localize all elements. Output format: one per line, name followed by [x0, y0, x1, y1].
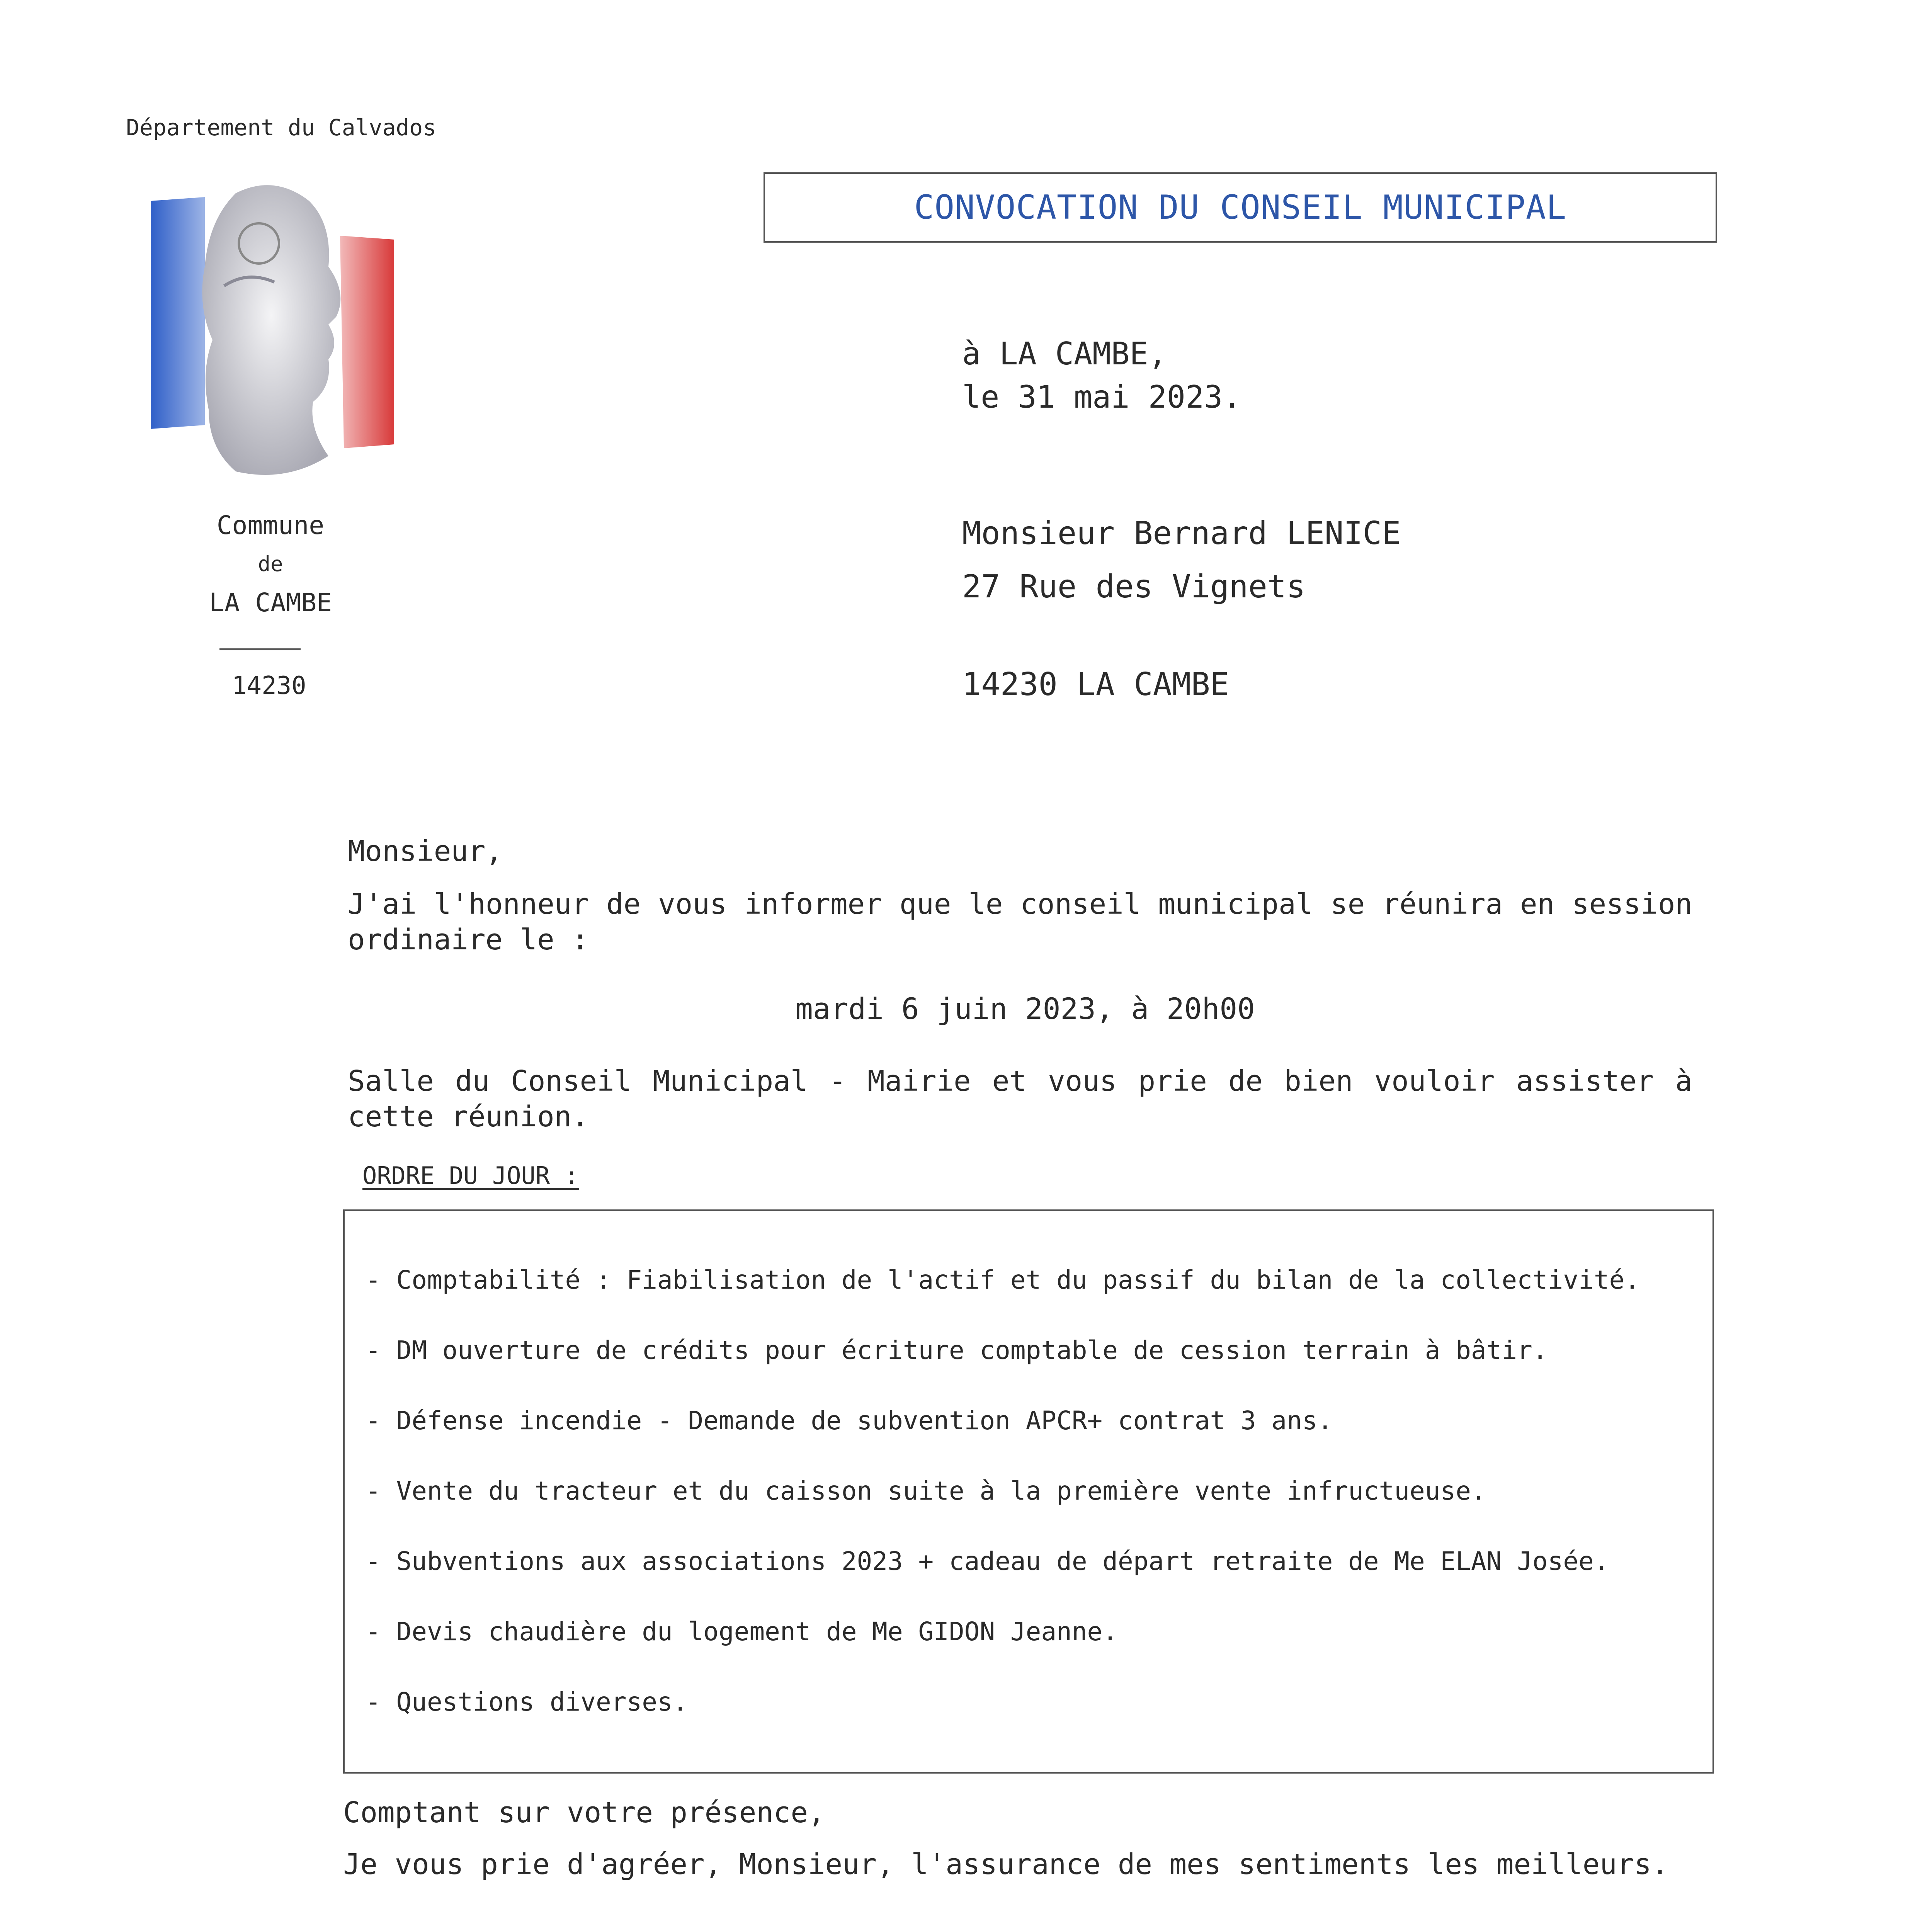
agenda-item: - Comptabilité : Fiabilisation de l'actif et du passif du bilan de la collectivité.: [366, 1265, 1640, 1295]
place-date: [962, 332, 1241, 419]
commune-label: Commune: [216, 510, 325, 540]
agenda-item: - Questions diverses.: [366, 1687, 688, 1717]
agenda-item: - DM ouverture de crédits pour écriture comptable de cession terrain à bâtir.: [366, 1335, 1548, 1365]
location-paragraph: Salle du Conseil Municipal - Mairie et vous prie de bien vouloir assister à cette réunion.: [348, 1065, 1692, 1133]
agenda-item: - Défense incendie - Demande de subvention APCR+ contrat 3 ans.: [366, 1406, 1333, 1435]
agenda-item: - Vente du tracteur et du caisson suite à la première vente infructueuse.: [366, 1476, 1486, 1506]
commune-de: de: [258, 552, 283, 576]
agenda-item: - Devis chaudière du logement de Me GIDON Jeanne.: [366, 1617, 1118, 1646]
commune-zip: 14230: [232, 672, 306, 700]
title-box: [764, 172, 1717, 243]
department-label: Département du Calvados: [126, 114, 437, 141]
meeting-date: [0, 992, 1908, 1026]
commune-name: LA CAMBE: [209, 588, 332, 617]
agenda-title: ORDRE DU JOUR :: [362, 1162, 579, 1190]
closing-line-1: Comptant sur votre présence,: [343, 1796, 825, 1829]
letter-date: le 31 mai 2023.: [962, 379, 1241, 415]
marianne-logo: [147, 178, 398, 483]
commune-divider: [219, 648, 301, 650]
salutation: Monsieur,: [348, 835, 503, 868]
agenda-box: [343, 1209, 1714, 1774]
place: à LA CAMBE,: [962, 336, 1167, 372]
meeting-date-text: mardi 6 juin 2023, à 20h00: [795, 992, 1255, 1026]
agenda-item: - Subventions aux associations 2023 + cadeau de départ retraite de Me ELAN Josée.: [366, 1546, 1609, 1576]
closing-line-2: Je vous prie d'agréer, Monsieur, l'assurance de mes sentiments les meilleurs.: [343, 1848, 1669, 1881]
document-title: CONVOCATION DU CONSEIL MUNICIPAL: [914, 188, 1567, 227]
commune-block: [189, 506, 352, 622]
recipient-street: 27 Rue des Vignets: [962, 568, 1306, 605]
recipient-name: Monsieur Bernard LENICE: [962, 515, 1401, 552]
intro-paragraph: J'ai l'honneur de vous informer que le conseil municipal se réunira en session ordinaire le :: [348, 888, 1692, 956]
recipient-city: 14230 LA CAMBE: [962, 666, 1229, 703]
recipient-address: [962, 507, 1401, 614]
